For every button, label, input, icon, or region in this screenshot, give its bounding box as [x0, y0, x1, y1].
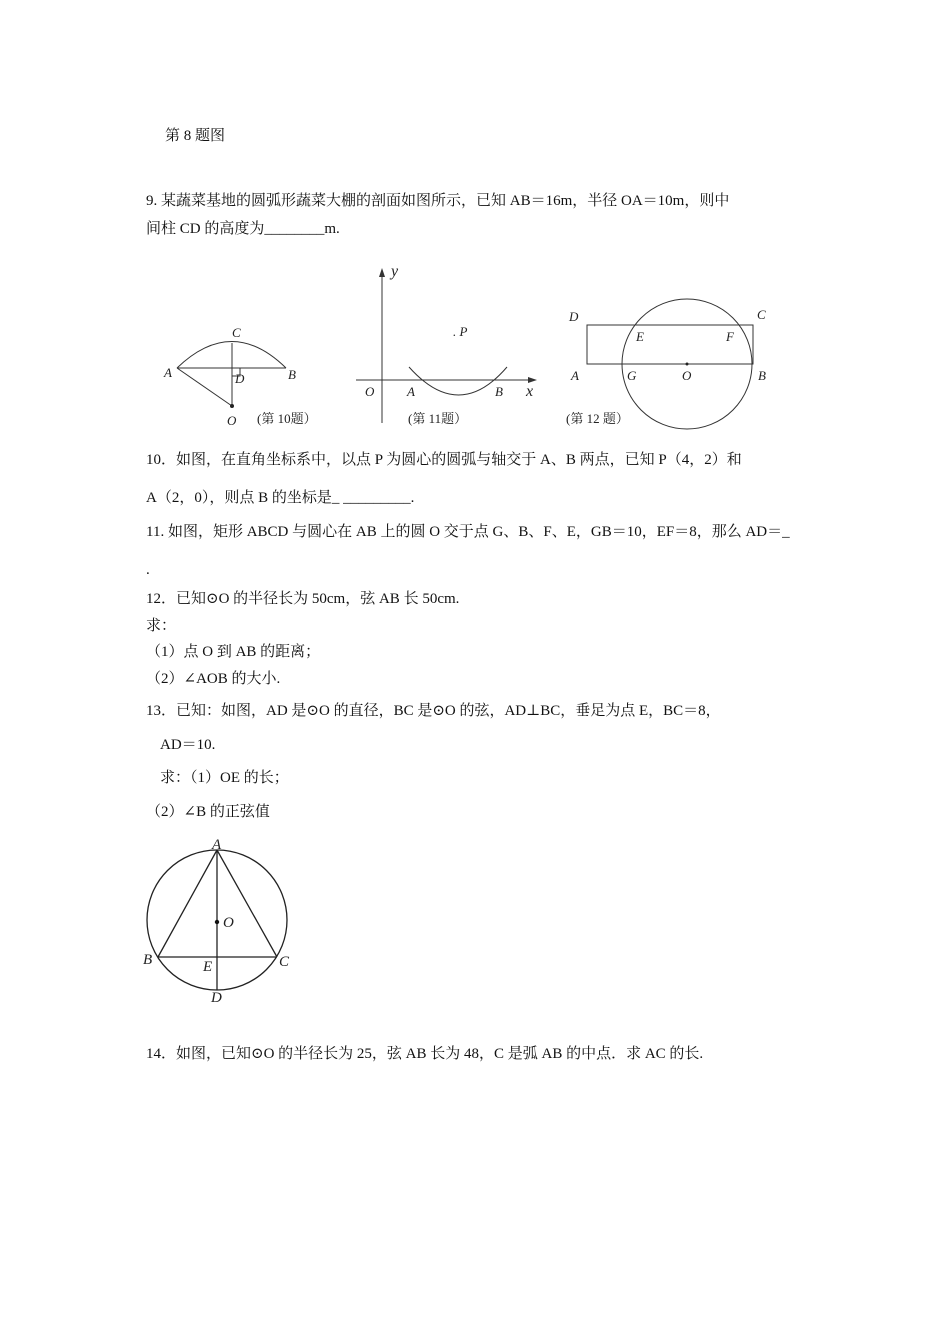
question-10-line-2: A（2，0），则点 B 的坐标是_ _________. — [146, 490, 415, 506]
figure-10-diagram — [160, 320, 340, 430]
label-y: y — [391, 263, 399, 280]
label-a: A — [571, 368, 579, 383]
figure-10-caption: (第 10题） — [257, 411, 317, 426]
label-g: G — [627, 368, 637, 383]
label-b: B — [143, 952, 153, 968]
label-c: C — [757, 307, 766, 322]
label-d: D — [235, 371, 245, 386]
question-12-line-1: 12．已知⊙O 的半径长为 50cm，弦 AB 长 50cm. — [146, 591, 460, 607]
label-b: B — [288, 367, 296, 382]
label-o: O — [223, 915, 234, 931]
center-dot — [230, 404, 234, 408]
question-9-line-1: 9. 某蔬菜基地的圆弧形蔬菜大棚的剖面如图所示，已知 AB＝16m，半径 OA＝10m，则中 — [146, 193, 730, 209]
label-o: O — [682, 368, 692, 383]
label-a: A — [407, 384, 415, 399]
center-dot — [686, 363, 689, 366]
arc-center-p — [409, 367, 507, 395]
question-14-line-1: 14．如图，已知⊙O 的半径长为 25，弦 AB 长为 48，C 是弧 AB 的中点．求 AC 的长. — [146, 1046, 704, 1062]
label-a: A — [212, 837, 222, 853]
question-12-line-3: （1）点 O 到 AB 的距离； — [146, 644, 321, 660]
label-b: B — [758, 368, 766, 383]
label-d: D — [211, 990, 222, 1006]
question-13-line-1: 13．已知：如图，AD 是⊙O 的直径，BC 是⊙O 的弦，AD⊥BC，垂足为点 E，BC＝8， — [146, 703, 721, 719]
figure-12-caption: (第 12 题） — [566, 411, 629, 426]
side-ac — [217, 850, 277, 957]
question-10-line-1: 10．如图，在直角坐标系中，以点 P 为圆心的圆弧与轴交于 A、B 两点，已知 P（4，2）和 — [146, 452, 742, 468]
question-11-line-1: 11. 如图，矩形 ABCD 与圆心在 AB 上的圆 O 交于点 G、B、F、E，GB＝10，EF＝8，那么 AD＝_ — [146, 524, 790, 540]
figure-8-caption: 第 8 题图 — [165, 128, 226, 144]
label-a: A — [164, 365, 172, 380]
label-b: B — [495, 384, 503, 399]
question-13-line-2: AD＝10. — [160, 737, 216, 753]
label-e: E — [203, 959, 213, 975]
figure-11-diagram — [352, 260, 542, 430]
label-o: O — [365, 384, 375, 399]
label-p: . P — [453, 324, 468, 339]
radius-oa — [177, 368, 232, 406]
figure-13-diagram — [135, 832, 305, 1012]
label-e: E — [636, 329, 644, 344]
label-d: D — [569, 309, 579, 324]
figure-11-caption: (第 11题） — [408, 411, 468, 426]
question-12-line-2: 求： — [146, 618, 177, 634]
question-13-line-3: 求：（1）OE 的长； — [160, 770, 289, 786]
question-13-line-4: （2）∠B 的正弦值 — [146, 804, 270, 820]
label-x: x — [526, 383, 534, 400]
center-dot — [215, 920, 219, 924]
question-9-line-2: 间柱 CD 的高度为________m. — [146, 221, 340, 237]
y-arrow — [379, 268, 385, 277]
question-11-line-2: . — [146, 562, 150, 578]
side-ab — [158, 850, 217, 957]
label-c: C — [279, 954, 290, 970]
label-c: C — [232, 325, 241, 340]
label-o: O — [227, 413, 237, 428]
question-12-line-4: （2）∠AOB 的大小. — [146, 671, 281, 687]
label-f: F — [726, 329, 734, 344]
figure-12-diagram — [562, 290, 777, 440]
